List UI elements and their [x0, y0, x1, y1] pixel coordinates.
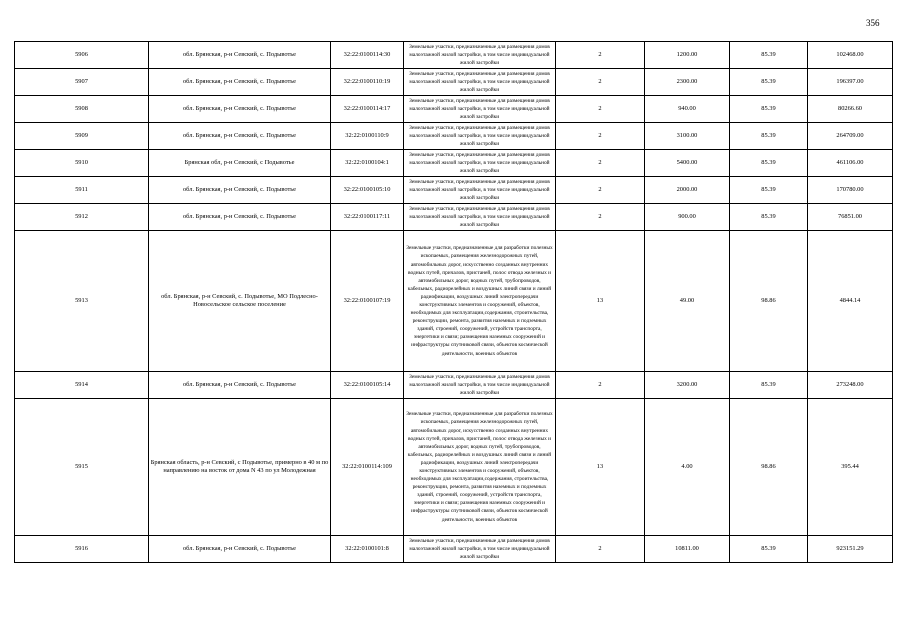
land-use-cell: Земельные участки, предназначенные для размещения домов малоэтажной жилой застройки, в том числе индивидуальной жилой застройки — [404, 123, 556, 150]
address-cell: Брянская область, р-н Севский, с Подывотье, примерно в 40 м по направлению на восток от дома N 43 по ул Молодежная — [149, 399, 331, 536]
use-code-cell: 2 — [556, 42, 645, 69]
row-number: 5906 — [15, 42, 149, 69]
cadastral-number-cell: 32:22:0100114:109 — [331, 399, 404, 536]
use-code-cell: 13 — [556, 231, 645, 372]
table-row — [15, 399, 893, 536]
table-row — [15, 231, 893, 372]
cadastral-number-cell: 32:22:0100114:17 — [331, 96, 404, 123]
rate-cell: 85.39 — [730, 372, 808, 399]
cadastral-value-cell: 4844.14 — [808, 231, 893, 372]
registry-body — [15, 42, 893, 563]
row-number: 5913 — [15, 231, 149, 372]
cadastral-number-cell: 32:22:0100107:19 — [331, 231, 404, 372]
area-cell: 4.00 — [645, 399, 730, 536]
rate-cell: 85.39 — [730, 42, 808, 69]
rate-cell: 85.39 — [730, 123, 808, 150]
cadastral-value-cell: 102468.00 — [808, 42, 893, 69]
land-use-cell: Земельные участки, предназначенные для размещения домов малоэтажной жилой застройки, в том числе индивидуальной жилой застройки — [404, 69, 556, 96]
rate-cell: 85.39 — [730, 150, 808, 177]
use-code-cell: 2 — [556, 372, 645, 399]
land-use-cell: Земельные участки, предназначенные для размещения домов малоэтажной жилой застройки, в том числе индивидуальной жилой застройки — [404, 177, 556, 204]
cadastral-number-cell: 32:22:0100105:14 — [331, 372, 404, 399]
land-use-cell: Земельные участки, предназначенные для размещения домов малоэтажной жилой застройки, в том числе индивидуальной жилой застройки — [404, 96, 556, 123]
area-cell: 900.00 — [645, 204, 730, 231]
row-number: 5914 — [15, 372, 149, 399]
rate-cell: 85.39 — [730, 536, 808, 563]
use-code-cell: 2 — [556, 150, 645, 177]
row-number: 5910 — [15, 150, 149, 177]
table-row — [15, 536, 893, 563]
address-cell: обл. Брянская, р-н Севский, с. Подывотье — [149, 177, 331, 204]
row-number: 5909 — [15, 123, 149, 150]
address-cell: Брянская обл, р-н Севский, с Подывотье — [149, 150, 331, 177]
row-number: 5907 — [15, 69, 149, 96]
land-use-cell: Земельные участки, предназначенные для размещения домов малоэтажной жилой застройки, в том числе индивидуальной жилой застройки — [404, 204, 556, 231]
area-cell: 2000.00 — [645, 177, 730, 204]
cadastral-number-cell: 32:22:0100101:8 — [331, 536, 404, 563]
rate-cell: 85.39 — [730, 69, 808, 96]
area-cell: 1200.00 — [645, 42, 730, 69]
address-cell: обл. Брянская, р-н Севский, с. Подывотье, МО Подлесно-Новосельское сельское поселение — [149, 231, 331, 372]
rate-cell: 85.39 — [730, 96, 808, 123]
land-use-cell: Земельные участки, предназначенные для разработки полезных ископаемых, размещения железнодорожных путей, автомобильных дорог, искусственно созданных внутренних водных путей, причалов, пристаней, полос отвода железных и автомобильных дорог, водных путей, трубопроводов, кабельных, радиорелейных и воздушных линий связи и линий радиофикации, воздушных линий электропередачи конструктивных элементов и сооружений, объектов, необходимых для эксплуатации,содержания, строительства, реконструкции, ремонта, развития наземных и подземных зданий, строений, сооружений, устройств транспорта, энергетики и связи; размещения наземных сооружений и инфраструктуры спутниковой связи, объектов космической деятельности, военных объектов — [404, 399, 556, 536]
cadastral-value-cell: 395.44 — [808, 399, 893, 536]
rate-cell: 85.39 — [730, 204, 808, 231]
land-use-cell: Земельные участки, предназначенные для разработки полезных ископаемых, размещения железнодорожных путей, автомобильных дорог, искусственно созданных внутренних водных путей, причалов, пристаней, полос отвода железных и автомобильных дорог, водных путей, трубопроводов, кабельных, радиорелейных и воздушных линий связи и линий радиофикации, воздушных линий электропередачи конструктивных элементов и сооружений, объектов, необходимых для эксплуатации,содержания, строительства, реконструкции, ремонта, развития наземных и подземных зданий, строений, сооружений, устройств транспорта, энергетики и связи; размещения наземных сооружений и инфраструктуры спутниковой связи, объектов космической деятельности, военных объектов — [404, 231, 556, 372]
use-code-cell: 2 — [556, 96, 645, 123]
area-cell: 940.00 — [645, 96, 730, 123]
table-row — [15, 42, 893, 69]
use-code-cell: 2 — [556, 204, 645, 231]
land-registry-table — [14, 41, 893, 563]
area-cell: 10811.00 — [645, 536, 730, 563]
address-cell: обл. Брянская, р-н Севский, с. Подывотье — [149, 42, 331, 69]
row-number: 5911 — [15, 177, 149, 204]
table-row — [15, 96, 893, 123]
cadastral-value-cell: 196397.00 — [808, 69, 893, 96]
row-number: 5915 — [15, 399, 149, 536]
area-cell: 49.00 — [645, 231, 730, 372]
address-cell: обл. Брянская, р-н Севский, с. Подывотье — [149, 69, 331, 96]
row-number: 5916 — [15, 536, 149, 563]
use-code-cell: 13 — [556, 399, 645, 536]
cadastral-value-cell: 76851.00 — [808, 204, 893, 231]
use-code-cell: 2 — [556, 123, 645, 150]
rate-cell: 98.86 — [730, 399, 808, 536]
cadastral-number-cell: 32:22:0100104:1 — [331, 150, 404, 177]
rate-cell: 85.39 — [730, 177, 808, 204]
area-cell: 5400.00 — [645, 150, 730, 177]
cadastral-value-cell: 80266.60 — [808, 96, 893, 123]
cadastral-number-cell: 32:22:0100114:30 — [331, 42, 404, 69]
use-code-cell: 2 — [556, 536, 645, 563]
cadastral-value-cell: 170780.00 — [808, 177, 893, 204]
rate-cell: 98.86 — [730, 231, 808, 372]
cadastral-value-cell: 264709.00 — [808, 123, 893, 150]
address-cell: обл. Брянская, р-н Севский, с. Подывотье — [149, 536, 331, 563]
table-row — [15, 150, 893, 177]
row-number: 5912 — [15, 204, 149, 231]
land-use-cell: Земельные участки, предназначенные для размещения домов малоэтажной жилой застройки, в том числе индивидуальной жилой застройки — [404, 536, 556, 563]
cadastral-number-cell: 32:22:0100110:19 — [331, 69, 404, 96]
address-cell: обл. Брянская, р-н Севский, с. Подывотье — [149, 96, 331, 123]
table-row — [15, 123, 893, 150]
table-row — [15, 204, 893, 231]
cadastral-number-cell: 32:22:0100110:9 — [331, 123, 404, 150]
area-cell: 3200.00 — [645, 372, 730, 399]
cadastral-value-cell: 923151.29 — [808, 536, 893, 563]
row-number: 5908 — [15, 96, 149, 123]
table-row — [15, 69, 893, 96]
table-row — [15, 177, 893, 204]
cadastral-value-cell: 461106.00 — [808, 150, 893, 177]
cadastral-number-cell: 32:22:0100105:10 — [331, 177, 404, 204]
area-cell: 2300.00 — [645, 69, 730, 96]
cadastral-value-cell: 273248.00 — [808, 372, 893, 399]
land-use-cell: Земельные участки, предназначенные для размещения домов малоэтажной жилой застройки, в том числе индивидуальной жилой застройки — [404, 42, 556, 69]
table-row — [15, 372, 893, 399]
area-cell: 3100.00 — [645, 123, 730, 150]
use-code-cell: 2 — [556, 69, 645, 96]
land-use-cell: Земельные участки, предназначенные для размещения домов малоэтажной жилой застройки, в том числе индивидуальной жилой застройки — [404, 150, 556, 177]
use-code-cell: 2 — [556, 177, 645, 204]
land-use-cell: Земельные участки, предназначенные для размещения домов малоэтажной жилой застройки, в том числе индивидуальной жилой застройки — [404, 372, 556, 399]
page-number: 356 — [866, 18, 880, 28]
address-cell: обл. Брянская, р-н Севский, с. Подывотье — [149, 123, 331, 150]
cadastral-number-cell: 32:22:0100117:11 — [331, 204, 404, 231]
address-cell: обл. Брянская, р-н Севский, с. Подывотье — [149, 372, 331, 399]
address-cell: обл. Брянская, р-н Севский, с. Подывотье — [149, 204, 331, 231]
